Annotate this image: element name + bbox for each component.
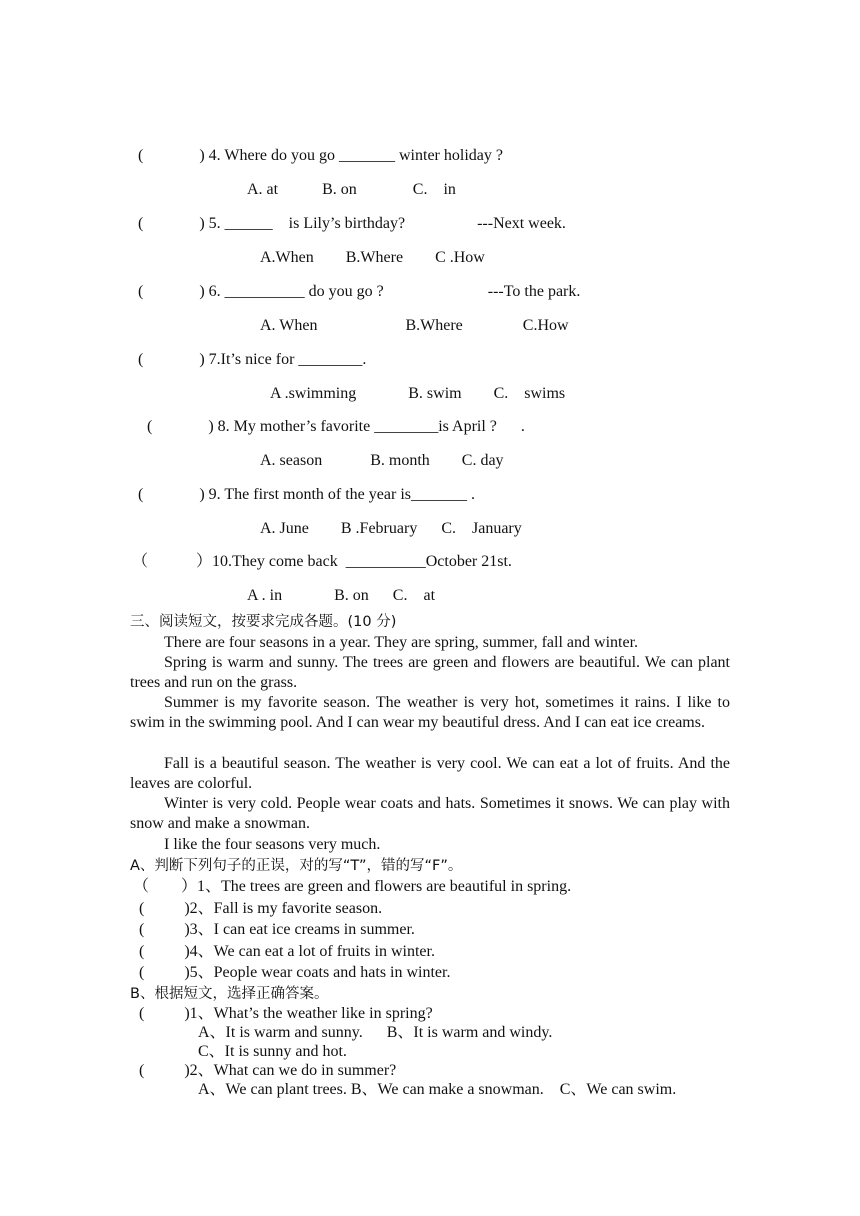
tf-item: ( )5、People wear coats and hats in winter. [135, 964, 451, 981]
tf-item: ( )4、We can eat a lot of fruits in winter. [135, 943, 435, 960]
reading-paragraph: There are four seasons in a year. They are spring, summer, fall and winter. [164, 634, 639, 651]
tf-item: ( )3、I can eat ice creams in summer. [135, 921, 415, 938]
question-stem: ( ) 8. My mother’s favorite ________is April ? . [147, 418, 525, 435]
choice-question-stem: ( )2、What can we do in summer? [135, 1062, 397, 1079]
question-options: A. season B. month C. day [260, 452, 504, 469]
reading-paragraph: I like the four seasons very much. [164, 836, 381, 853]
question-options: A.When B.Where C .How [260, 249, 485, 266]
question-stem: ( ) 6. __________ do you go ? ---To the park. [138, 283, 581, 300]
tf-item: ( )2、Fall is my favorite season. [135, 900, 383, 917]
question-stem: ( ) 7.It’s nice for ________. [138, 351, 367, 368]
reading-heading: 三、阅读短文，按要求完成各题。(10 分) [130, 614, 397, 630]
question-stem: （ ）10.They come back __________October 21st. [132, 553, 512, 570]
question-stem: ( ) 4. Where do you go _______ winter holiday ? [138, 147, 503, 164]
question-options: A. When B.Where C.How [260, 317, 569, 334]
question-options: A. June B .February C. January [260, 520, 522, 537]
choice-question-stem: ( )1、What’s the weather like in spring? [135, 1005, 433, 1022]
question-options: A . in B. on C. at [247, 587, 436, 604]
choice-question-options: A、We can plant trees. B、We can make a snowman. C、We can swim. [198, 1081, 677, 1098]
question-options: A .swimming B. swim C. swims [270, 385, 566, 402]
part-a-heading: A、判断下列句子的正误，对的写“T”，错的写“F”。 [130, 858, 463, 874]
choice-question-options: C、It is sunny and hot. [198, 1043, 347, 1060]
reading-paragraph: Spring is warm and sunny. The trees are green and flowers are beautiful. We can plant trees and run on the grass. [130, 654, 730, 692]
tf-item: （ ）1、The trees are green and flowers are beautiful in spring. [133, 878, 572, 895]
reading-paragraph: Summer is my favorite season. The weather is very hot, sometimes it rains. I like to swim in the swimming pool. And I can wear my beautiful dress. And I can eat ice creams. [130, 694, 730, 732]
choice-question-options: A、It is warm and sunny. B、It is warm and windy. [198, 1024, 553, 1041]
reading-paragraph: Winter is very cold. People wear coats and hats. Sometimes it snows. We can play with snow and make a snowman. [130, 795, 730, 833]
reading-paragraph: Fall is a beautiful season. The weather is very cool. We can eat a lot of fruits. And the leaves are colorful. [130, 755, 730, 793]
question-options: A. at B. on C. in [247, 181, 456, 198]
part-b-heading: B、根据短文，选择正确答案。 [130, 986, 329, 1002]
question-stem: ( ) 9. The first month of the year is_______ . [138, 486, 475, 503]
question-stem: ( ) 5. ______ is Lily’s birthday? ---Next week. [138, 215, 566, 232]
